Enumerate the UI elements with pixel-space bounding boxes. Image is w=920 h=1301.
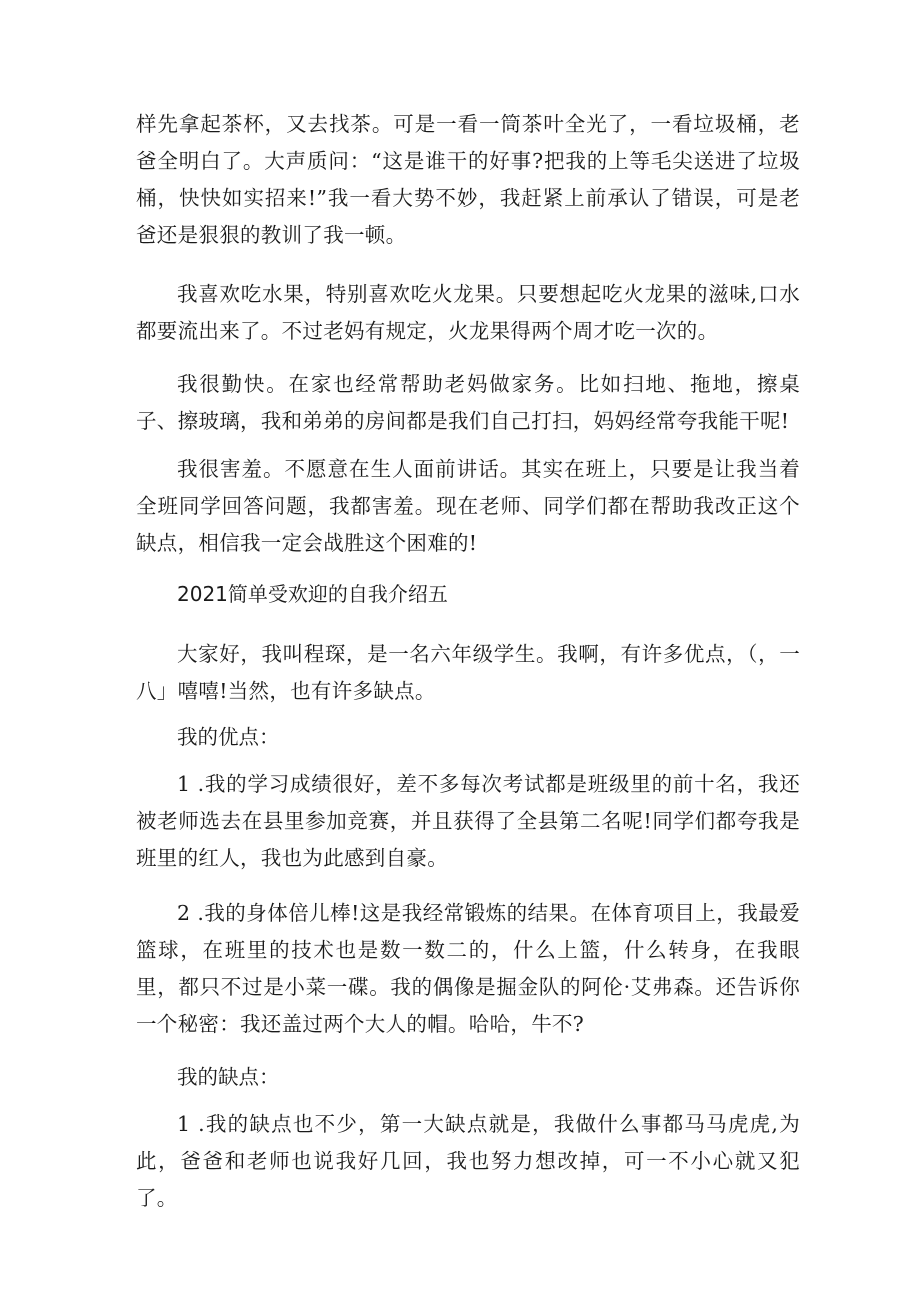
paragraph-4: 我很害羞。不愿意在生人面前讲话。其实在班上，只要是让我当着全班同学回答问题，我都害羞。现在老师、同学们都在帮助我改正这个缺点，相信我一定会战胜这个困难的! (136, 457, 800, 555)
paragraph-8: 1 .我的缺点也不少，第一大缺点就是，我做什么事都马马虎虎,为此，爸爸和老师也说我好几回，我也努力想改掉，可一不小心就又犯了。 (136, 1112, 800, 1210)
paragraph-2: 我喜欢吃水果，特别喜欢吃火龙果。只要想起吃火龙果的滋味,口水都要流出来了。不过老妈有规定，火龙果得两个周才吃一次的。 (136, 282, 800, 343)
section-heading: 2021简单受欢迎的自我介绍五 (177, 582, 448, 606)
faults-label: 我的缺点： (177, 1065, 280, 1089)
merits-label: 我的优点： (177, 725, 280, 749)
paragraph-1: 样先拿起茶杯，又去找茶。可是一看一筒茶叶全光了，一看垃圾桶，老爸全明白了。大声质问：“这是谁干的好事?把我的上等毛尖送进了垃圾桶，快快如实招来!”我一看大势不妙，我赶紧上前承认了错误，可是老爸还是狠狠的教训了我一顿。 (136, 112, 800, 247)
paragraph-6: 1 .我的学习成绩很好，差不多每次考试都是班级里的前十名，我还被老师选去在县里参加竞赛，并且获得了全县第二名呢!同学们都夸我是班里的红人，我也为此感到自豪。 (136, 772, 800, 870)
paragraph-7: 2 .我的身体倍儿棒!这是我经常锻炼的结果。在体育项目上，我最爱篮球，在班里的技术也是数一数二的，什么上篮，什么转身，在我眼里，都只不过是小菜一碟。我的偶像是掘金队的阿伦·艾弗森。还告诉你一个秘密：我还盖过两个大人的帽。哈哈，牛不? (136, 901, 800, 1036)
paragraph-5: 大家好，我叫程琛，是一名六年级学生。我啊，有许多优点，（，一八」嘻嘻!当然，也有许多缺点。 (136, 642, 800, 703)
paragraph-3: 我很勤快。在家也经常帮助老妈做家务。比如扫地、拖地，擦桌子、擦玻璃，我和弟弟的房间都是我们自己打扫，妈妈经常夸我能干呢! (136, 372, 800, 433)
